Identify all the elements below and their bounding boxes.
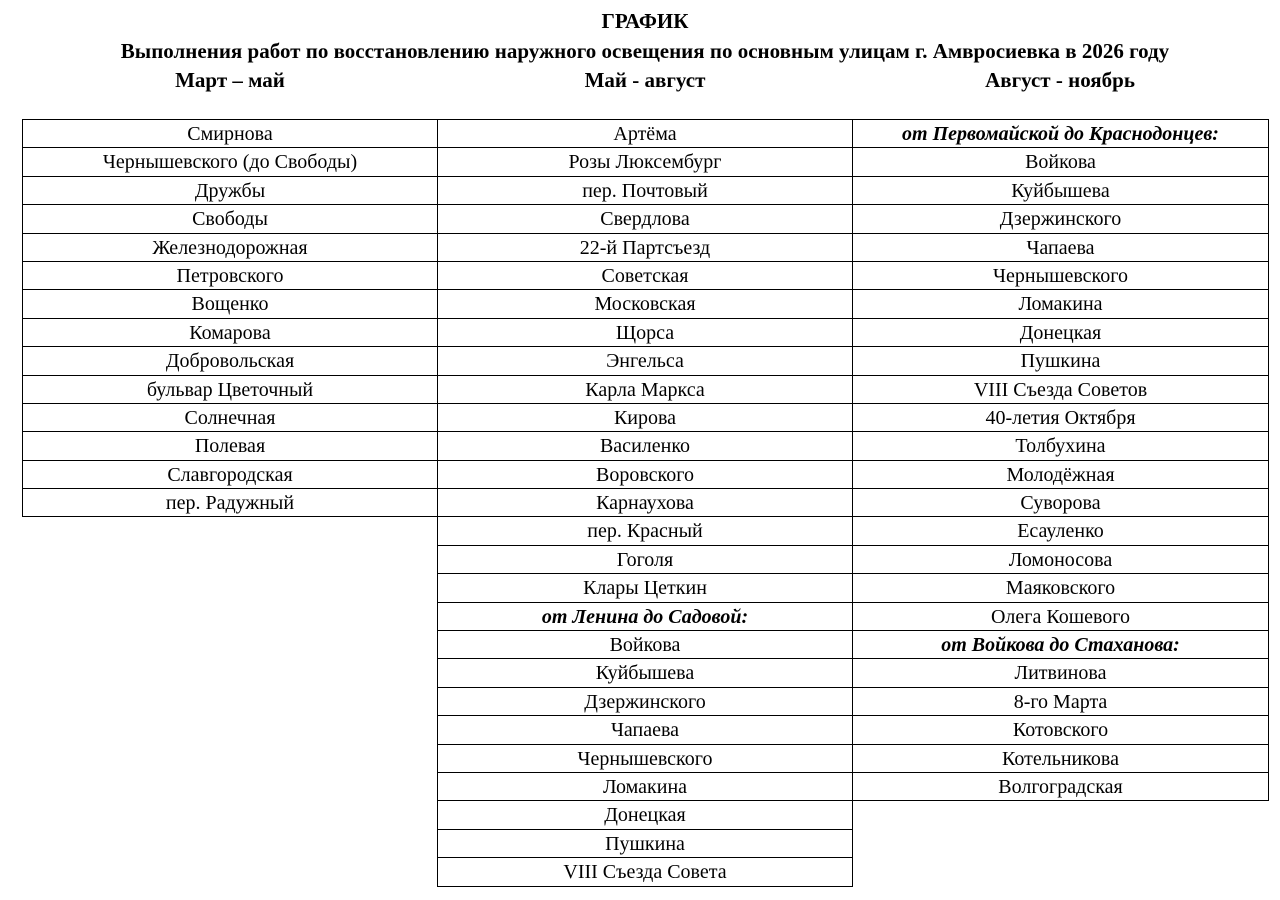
street-cell: 40-летия Октября [853, 404, 1269, 432]
period-header-2: Май - август [584, 68, 706, 92]
street-cell: Железнодорожная [23, 234, 438, 262]
street-cell: Щорса [438, 319, 853, 347]
street-cell: Чапаева [438, 716, 853, 744]
street-cell: Пушкина [438, 830, 853, 858]
street-cell: Есауленко [853, 517, 1269, 545]
section-heading-cell: от Ленина до Садовой: [438, 603, 853, 631]
street-cell: Кирова [438, 404, 853, 432]
schedule-column-may-august [437, 119, 853, 887]
street-cell: Розы Люксембург [438, 148, 853, 176]
street-cell: Энгельса [438, 347, 853, 375]
street-cell: Комарова [23, 319, 438, 347]
street-cell: Суворова [853, 489, 1269, 517]
street-cell: пер. Радужный [23, 489, 438, 517]
street-cell: VIII Съезда Советов [853, 376, 1269, 404]
street-cell: Василенко [438, 432, 853, 460]
street-cell: Карнаухова [438, 489, 853, 517]
street-cell: Дружбы [23, 177, 438, 205]
street-cell: Вощенко [23, 290, 438, 318]
street-cell: Славгородская [23, 461, 438, 489]
street-cell: Пушкина [853, 347, 1269, 375]
street-cell: Донецкая [853, 319, 1269, 347]
street-cell: бульвар Цветочный [23, 376, 438, 404]
street-cell: Толбухина [853, 432, 1269, 460]
street-cell: Волгоградская [853, 773, 1269, 801]
section-heading-cell: от Первомайской до Краснодонцев: [853, 120, 1269, 148]
street-cell: Котовского [853, 716, 1269, 744]
street-cell: 22-й Партсъезд [438, 234, 853, 262]
street-cell: Солнечная [23, 404, 438, 432]
street-cell: Советская [438, 262, 853, 290]
street-cell: Войкова [438, 631, 853, 659]
street-cell: Петровского [23, 262, 438, 290]
street-cell: Ломакина [438, 773, 853, 801]
document-title: ГРАФИК [601, 9, 689, 33]
street-cell: Молодёжная [853, 461, 1269, 489]
street-cell: Чапаева [853, 234, 1269, 262]
street-cell: Клары Цеткин [438, 574, 853, 602]
street-cell: Маяковского [853, 574, 1269, 602]
street-cell: Московская [438, 290, 853, 318]
street-cell: Артёма [438, 120, 853, 148]
street-cell: Ломакина [853, 290, 1269, 318]
street-cell: Донецкая [438, 801, 853, 829]
street-cell: Свердлова [438, 205, 853, 233]
schedule-column-august-november [852, 119, 1269, 801]
street-cell: Добровольская [23, 347, 438, 375]
street-cell: Свободы [23, 205, 438, 233]
street-cell: Ломоносова [853, 546, 1269, 574]
street-cell: 8-го Марта [853, 688, 1269, 716]
period-header-1: Март – май [175, 68, 285, 92]
street-cell: Смирнова [23, 120, 438, 148]
schedule-column-march-may [22, 119, 438, 517]
street-cell: Куйбышева [438, 659, 853, 687]
street-cell: Куйбышева [853, 177, 1269, 205]
street-cell: Литвинова [853, 659, 1269, 687]
street-cell: Чернышевского [438, 745, 853, 773]
street-cell: Дзержинского [853, 205, 1269, 233]
street-cell: Карла Маркса [438, 376, 853, 404]
street-cell: Чернышевского [853, 262, 1269, 290]
section-heading-cell: от Войкова до Стаханова: [853, 631, 1269, 659]
street-cell: Олега Кошевого [853, 603, 1269, 631]
street-cell: VIII Съезда Совета [438, 858, 853, 886]
period-header-3: Август - ноябрь [985, 68, 1135, 92]
document-subtitle: Выполнения работ по восстановлению наружного освещения по основным улицам г. Амвросиевка в 2026 году [120, 39, 1170, 63]
street-cell: Полевая [23, 432, 438, 460]
street-cell: Воровского [438, 461, 853, 489]
street-cell: Гоголя [438, 546, 853, 574]
street-cell: Войкова [853, 148, 1269, 176]
street-cell: Котельникова [853, 745, 1269, 773]
street-cell: пер. Красный [438, 517, 853, 545]
street-cell: Чернышевского (до Свободы) [23, 148, 438, 176]
street-cell: Дзержинского [438, 688, 853, 716]
street-cell: пер. Почтовый [438, 177, 853, 205]
